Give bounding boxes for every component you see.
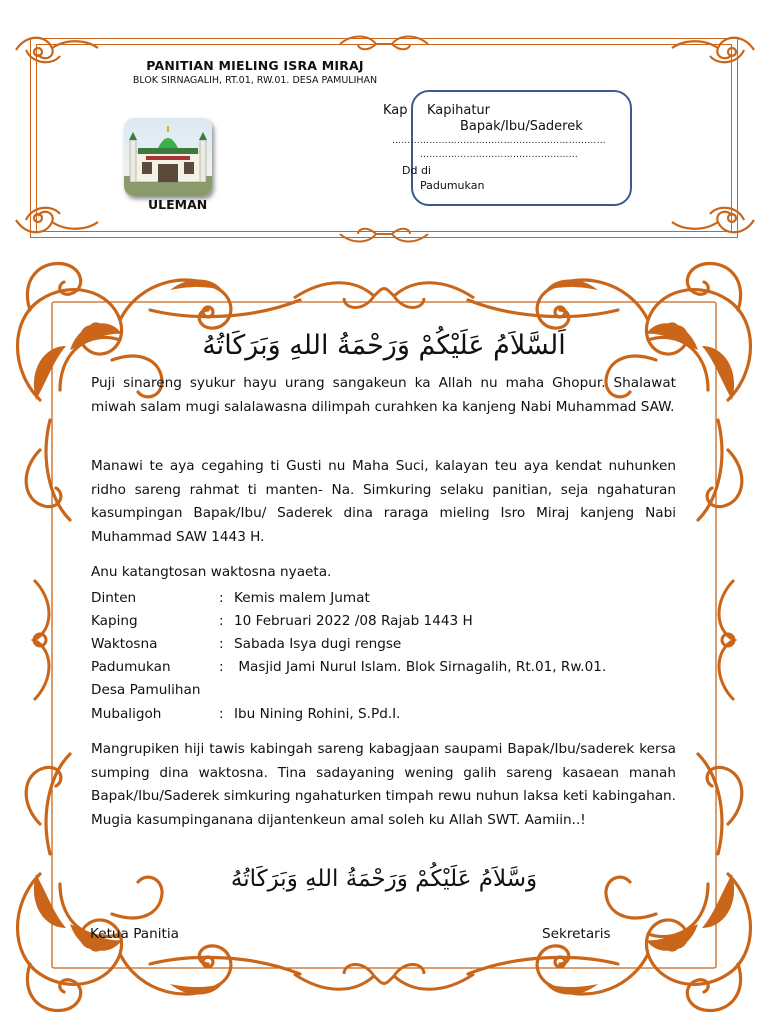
organizer-title: PANITIAN MIELING ISRA MIRAJ <box>146 58 364 73</box>
letter-paragraph-closing: Mangrupiken hiji tawis kabingah sareng kabagjaan saupami Bapak/Ibu/saderek kersa sumping dina waktosna. Tina sadayaning wening galih sareng kasaean manah Bapak/Ibu/Saderek simkuring ngahaturken timpah rewu nuhun laksa keti kabingahan. Mugia kasumpinganana dijantenkeun amal soleh ku Allah SWT. Aamiin..! <box>91 741 676 828</box>
detail-separator: : <box>219 590 224 606</box>
arabic-greeting-opening: اَلسَّلاَمُ عَلَيْكُمْ وَرَحْمَةُ اللهِ وَبَرَكَاتُهُ <box>202 330 566 361</box>
arabic-greeting-closing: وَسَّلاَمُ عَلَيْكُمْ وَرَحْمَةُ اللهِ وَبَرَكَاتُهُ <box>230 866 538 892</box>
detail-value: Masjid Jami Nurul Islam. Blok Sirnagalih, Rt.01, Rw.01. <box>234 659 607 675</box>
detail-label: Kaping <box>91 613 138 629</box>
organizer-address: BLOK SIRNAGALIH, RT.01, RW.01. DESA PAMULIHAN <box>132 75 378 86</box>
detail-label: Padumukan <box>91 659 171 675</box>
address-recipient: Bapak/Ibu/Saderek <box>460 119 583 134</box>
envelope-corner-ornament-bl <box>12 200 102 240</box>
address-blank-line-1: …………………………………………………………… <box>392 136 606 146</box>
detail-value-continuation: Desa Pamulihan <box>91 682 201 698</box>
envelope-corner-ornament-br <box>668 200 758 240</box>
event-details-intro: Anu katangtosan waktosna nyaeta. <box>91 564 332 580</box>
letter-paragraph-2: Manawi te aya cegahing ti Gusti nu Maha Suci, kalayan teu aya kendat nuhunken ridho sareng rahmat ti manten- Na. Simkuring selaku panitian, seja ngahaturan kasumpingan Bapak/Ibu/ Saderek dina raraga mieling Isro Miraj kanjeng Nabi Muhammad SAW 1443 H. <box>91 458 676 545</box>
mosque-logo-image <box>124 118 212 196</box>
envelope-corner-ornament-tr <box>668 30 758 70</box>
detail-label: Waktosna <box>91 636 158 652</box>
envelope-top-center-ornament <box>338 32 430 54</box>
detail-separator: : <box>219 706 224 722</box>
address-kap: Kap <box>383 103 408 118</box>
address-place: Padumukan <box>420 179 485 192</box>
detail-value: 10 Februari 2022 /08 Rajab 1443 H <box>234 613 473 629</box>
detail-label: Dinten <box>91 590 137 606</box>
address-dd: Dd di <box>402 164 431 177</box>
envelope-bottom-center-ornament <box>338 224 430 246</box>
signature-secretary: Sekretaris <box>542 926 611 942</box>
detail-label: Mubaligoh <box>91 706 162 722</box>
detail-separator: : <box>219 636 224 652</box>
detail-value: Ibu Nining Rohini, S.Pd.I. <box>234 706 401 722</box>
signature-chair: Ketua Panitia <box>90 926 179 942</box>
invitation-label: ULEMAN <box>148 197 208 212</box>
detail-value: Kemis malem Jumat <box>234 590 370 606</box>
detail-separator: : <box>219 613 224 629</box>
detail-value: Sabada Isya dugi rengse <box>234 636 402 652</box>
letter-paragraph-1: Puji sinareng syukur hayu urang sangakeun ka Allah nu maha Ghopur. Shalawat miwah salam mugi salalawasna dilimpah curahken ka kanjeng Nabi Muhammad SAW. <box>91 375 676 415</box>
address-blank-line-2: …………………………………………… <box>420 150 579 160</box>
detail-separator: : <box>219 659 224 675</box>
envelope-corner-ornament-tl <box>12 30 102 70</box>
address-kapihatur: Kapihatur <box>427 103 491 118</box>
